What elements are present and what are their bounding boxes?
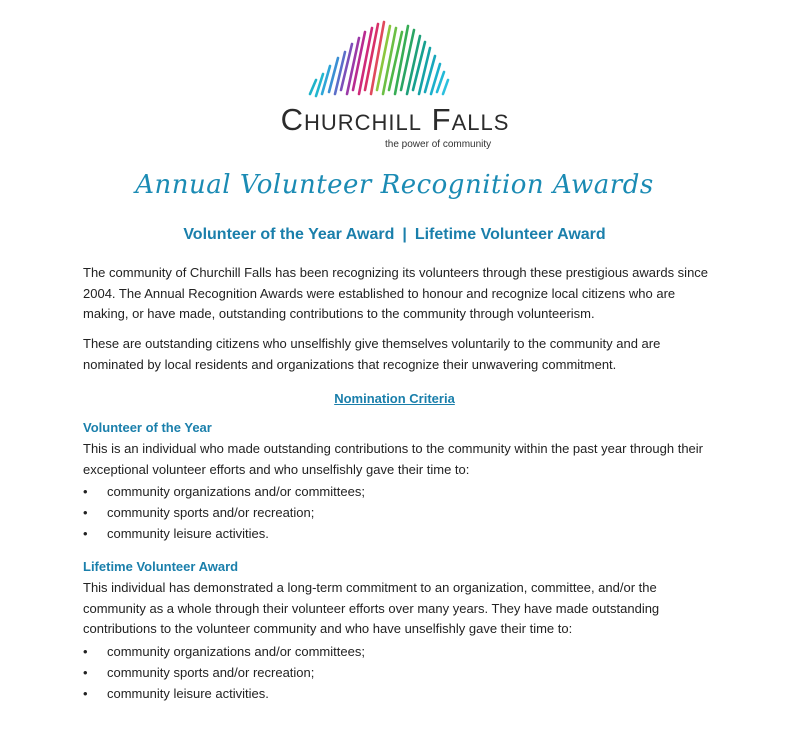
list-item: [83, 662, 723, 683]
list-item-text: community organizations and/or committees;: [107, 644, 365, 659]
nomination-criteria-heading: Nomination Criteria: [334, 391, 455, 406]
list-item-text: community leisure activities.: [107, 526, 269, 541]
list-item-text: community leisure activities.: [107, 686, 269, 701]
logo-wordmark: Churchill Falls: [280, 102, 510, 137]
list-item: [83, 683, 723, 704]
bullet-icon: •: [83, 686, 88, 701]
list-item: [83, 481, 723, 502]
bullet-icon: •: [83, 526, 88, 541]
intro-paragraph-1: The community of Churchill Falls has been recognizing its volunteers through these prestigious awards since 2004. The Annual Recognition Awards were established to honour and recognize local citizens who are making, or have made, outstanding contributions to the community through volunteerism.: [83, 265, 709, 321]
list-item-text: community organizations and/or committees;: [107, 484, 365, 499]
award-name-volunteer-of-year: Volunteer of the Year Award: [183, 226, 395, 243]
bullet-list-volunteer-of-year: [83, 481, 723, 544]
churchill-falls-logo: [240, 10, 550, 150]
section-heading-volunteer-of-year: Volunteer of the Year: [83, 420, 212, 435]
section-heading-lifetime: Lifetime Volunteer Award: [83, 559, 239, 574]
award-separator: |: [402, 226, 407, 243]
logo-tagline: the power of community: [385, 139, 492, 150]
award-name-lifetime: Lifetime Volunteer Award: [414, 226, 606, 243]
bullet-icon: •: [83, 644, 88, 659]
page-title: Annual Volunteer Recognition Awards: [135, 170, 654, 200]
bullet-list-lifetime: [83, 641, 723, 704]
bullet-icon: •: [83, 665, 88, 680]
list-item-text: community sports and/or recreation;: [107, 505, 315, 520]
list-item-text: community sports and/or recreation;: [107, 665, 315, 680]
list-item: [83, 523, 723, 544]
intro-paragraph-2: These are outstanding citizens who unselfishly give themselves voluntarily to the community and are nominated by local residents and organizations that recognize their unwavering commitment.: [83, 336, 661, 372]
bullet-icon: •: [83, 484, 88, 499]
section-description-volunteer-of-year: This is an individual who made outstanding contributions to the community within the past year through their exceptional volunteer efforts and who unselfishly gave their time to:: [83, 441, 704, 477]
waterfall-logo-icon: [302, 14, 482, 104]
award-names-line: [0, 226, 789, 244]
list-item: [83, 502, 723, 523]
list-item: [83, 641, 723, 662]
section-description-lifetime: This individual has demonstrated a long-term commitment to an organization, committee, and/or the community as a whole through their volunteer efforts over many years. They have made outstanding contributions to the volunteer community and who have unselfishly gave their time to:: [83, 580, 660, 636]
bullet-icon: •: [83, 505, 88, 520]
